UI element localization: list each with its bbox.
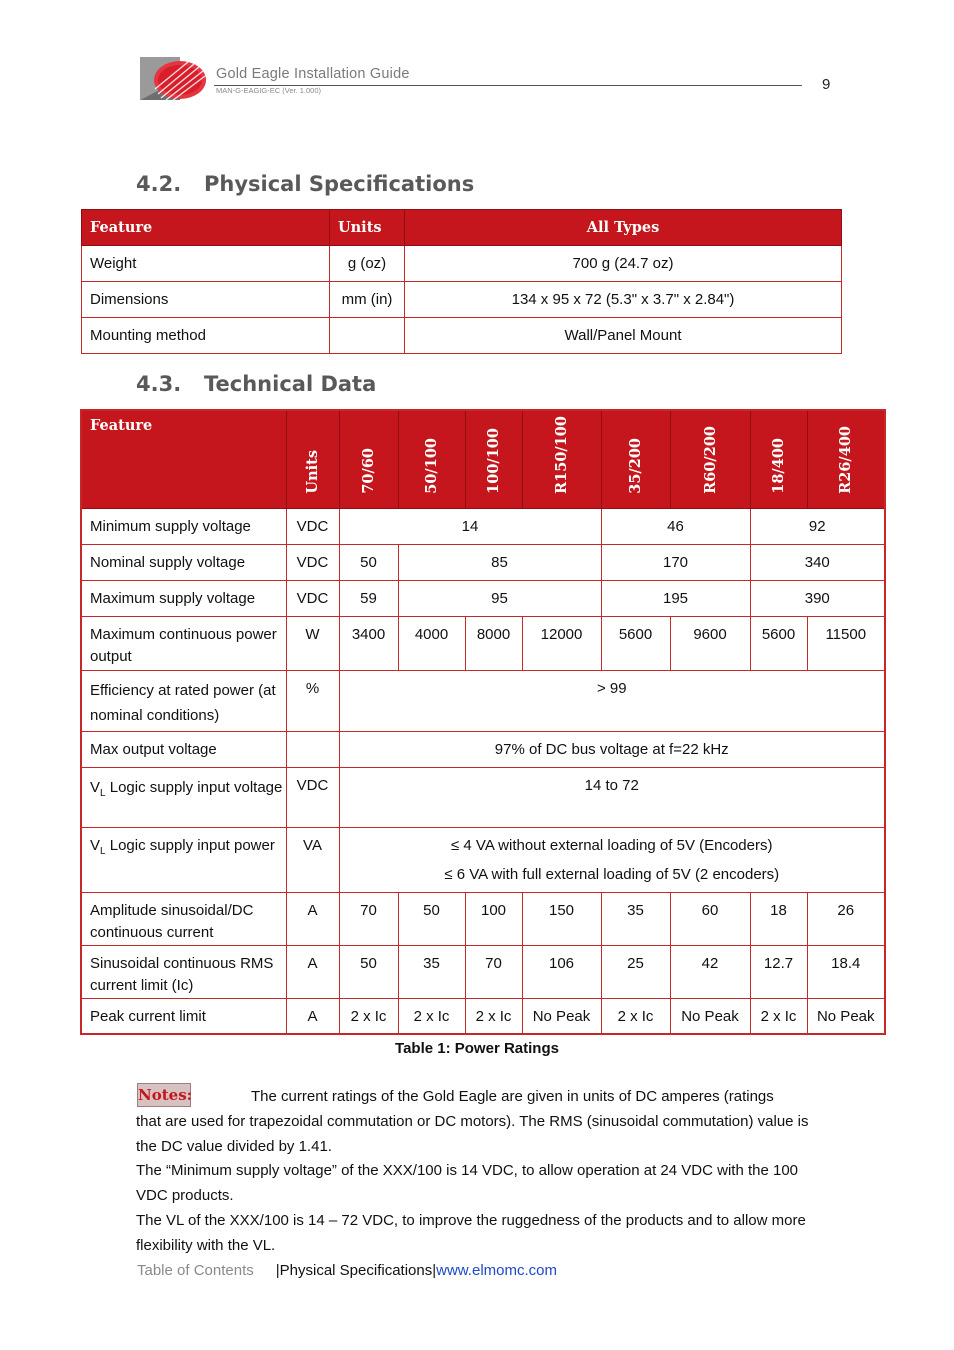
value-cell: 95 [398,581,601,617]
value-cell: 70 [339,893,398,946]
footer-separator: | [275,1262,280,1279]
feature-cell: Maximum supply voltage [81,581,286,617]
units-cell: VA [286,828,339,893]
technical-data-table [80,409,886,1035]
table-row [81,509,885,545]
value-cell: 12.7 [750,946,807,999]
value-cell: 18.4 [807,946,885,999]
header-doc-id: MAN-G-EAGIG-EC (Ver. 1.000) [216,86,322,95]
feature-cell: Peak current limit [81,999,286,1034]
table-row [82,246,842,282]
value-cell: 8000 [465,617,522,671]
value-cell: > 99 [339,671,885,732]
value-cell: 4000 [398,617,465,671]
feature-cell: $V_L$ Logic supply input power [81,828,286,893]
value-cell: 46 [601,509,750,545]
column-header-type: R60/200 [670,410,750,509]
value-cell: No Peak [670,999,750,1034]
value-cell: 195 [601,581,750,617]
column-header-type: 70/60 [339,410,398,509]
section-title: Technical Data [204,372,377,396]
table-header-row [82,210,842,246]
table-row [81,581,885,617]
units-cell: VDC [286,509,339,545]
value-cell: 35 [398,946,465,999]
value-cell: 12000 [522,617,601,671]
value-cell: No Peak [522,999,601,1034]
value-cell: 100 [465,893,522,946]
value-cell: 50 [398,893,465,946]
table-row [81,545,885,581]
units-cell [330,318,405,354]
units-cell: A [286,999,339,1034]
value-cell: 134 x 95 x 72 (5.3" x 3.7" x 2.84") [405,282,842,318]
value-cell: 50 [339,545,398,581]
feature-cell: Maximum continuous power output [81,617,286,671]
company-logo [136,54,208,104]
value-cell: 2 x Ic [398,999,465,1034]
column-header-type: 18/400 [750,410,807,509]
table-row [81,893,885,946]
value-cell: 2 x Ic [339,999,398,1034]
feature-cell: Dimensions [82,282,330,318]
section-number: 4.3. [136,372,182,396]
value-cell: 700 g (24.7 oz) [405,246,842,282]
units-cell: VDC [286,545,339,581]
feature-cell: Mounting method [82,318,330,354]
value-cell: 35 [601,893,670,946]
value-cell: 92 [750,509,885,545]
table-caption: Table 1: Power Ratings [395,1040,559,1057]
table-row [81,768,885,828]
value-cell: 106 [522,946,601,999]
table-row [81,999,885,1034]
feature-cell: Amplitude sinusoidal/DC continuous current [81,893,286,946]
value-cell: 85 [398,545,601,581]
table-header-row [81,410,885,509]
page-number: 9 [822,76,831,93]
column-header-type: R150/100 [522,410,601,509]
table-row [81,671,885,732]
feature-cell: $V_L$ Logic supply input voltage [81,768,286,828]
value-cell: 5600 [750,617,807,671]
value-cell: 97% of DC bus voltage at f=22 kHz [339,732,885,768]
header-title: Gold Eagle Installation Guide [216,66,410,82]
table-row [81,617,885,671]
value-cell: 14 [339,509,601,545]
value-cell: 2 x Ic [465,999,522,1034]
footer-website-link[interactable]: www.elmomc.com [436,1262,557,1279]
column-header: All Types [405,210,842,246]
feature-cell: Weight [82,246,330,282]
units-cell: W [286,617,339,671]
value-cell: 60 [670,893,750,946]
column-header-type: 50/100 [398,410,465,509]
physical-specs-table [81,209,842,354]
value-cell: 2 x Ic [601,999,670,1034]
value-cell: 18 [750,893,807,946]
value-cell: 170 [601,545,750,581]
value-cell: 340 [750,545,885,581]
value-cell: 50 [339,946,398,999]
notes-label: Notes: [137,1083,191,1107]
value-cell: 25 [601,946,670,999]
column-header: Units [330,210,405,246]
value-cell: 42 [670,946,750,999]
column-header-type: 100/100 [465,410,522,509]
value-cell: 11500 [807,617,885,671]
section-heading-physical [136,172,474,196]
units-cell: % [286,671,339,732]
footer-section: Physical Specifications [279,1262,433,1279]
table-row [81,828,885,893]
units-cell: A [286,946,339,999]
feature-cell: Sinusoidal continuous RMS current limit (Ic) [81,946,286,999]
note-paragraph: The current ratings of the Gold Eagle are given in units of DC amperes (ratings [251,1088,774,1105]
value-cell: 59 [339,581,398,617]
units-cell [286,732,339,768]
note-paragraph: The VL of the XXX/100 is 14 – 72 VDC, to improve the ruggedness of the products and to allow more flexibility with the VL. [136,1212,806,1254]
value-cell: 9600 [670,617,750,671]
value-cell: 70 [465,946,522,999]
section-title: Physical Specifications [204,172,475,196]
column-header: Feature [82,210,330,246]
value-cell: 14 to 72 [339,768,885,828]
page-footer [137,1262,557,1279]
value-cell: Wall/Panel Mount [405,318,842,354]
units-cell: mm (in) [330,282,405,318]
table-row [81,732,885,768]
feature-cell: Minimum supply voltage [81,509,286,545]
value-cell: 390 [750,581,885,617]
units-cell: A [286,893,339,946]
footer-separator: | [432,1262,437,1279]
footer-toc-link[interactable]: Table of Contents [137,1262,254,1279]
note-paragraph: The “Minimum supply voltage” of the XXX/100 is 14 VDC, to allow operation at 24 VDC with the 100 VDC products. [136,1162,798,1204]
units-cell: VDC [286,768,339,828]
feature-cell: Efficiency at rated power (at nominal conditions) [81,671,286,732]
value-cell: 26 [807,893,885,946]
units-cell: g (oz) [330,246,405,282]
units-cell: VDC [286,581,339,617]
note-paragraph: that are used for trapezoidal commutation or DC motors). The RMS (sinusoidal commutation) value is the DC value divided by 1.41. [136,1113,809,1155]
feature-cell: Max output voltage [81,732,286,768]
column-header-type: R26/400 [807,410,885,509]
table-row [82,282,842,318]
table-row [81,946,885,999]
value-cell: ≤ 4 VA without external loading of 5V (Encoders) ≤ 6 VA with full external loading of 5V (2 encoders) [339,828,885,893]
table-row [82,318,842,354]
column-header-type: 35/200 [601,410,670,509]
column-header-units: Units [286,410,339,509]
value-cell: 2 x Ic [750,999,807,1034]
value-cell: 3400 [339,617,398,671]
value-cell: 150 [522,893,601,946]
section-number: 4.2. [136,172,182,196]
value-cell: 5600 [601,617,670,671]
column-header-feature: Feature [81,410,286,509]
feature-cell: Nominal supply voltage [81,545,286,581]
value-cell: No Peak [807,999,885,1034]
section-heading-technical [136,372,376,396]
